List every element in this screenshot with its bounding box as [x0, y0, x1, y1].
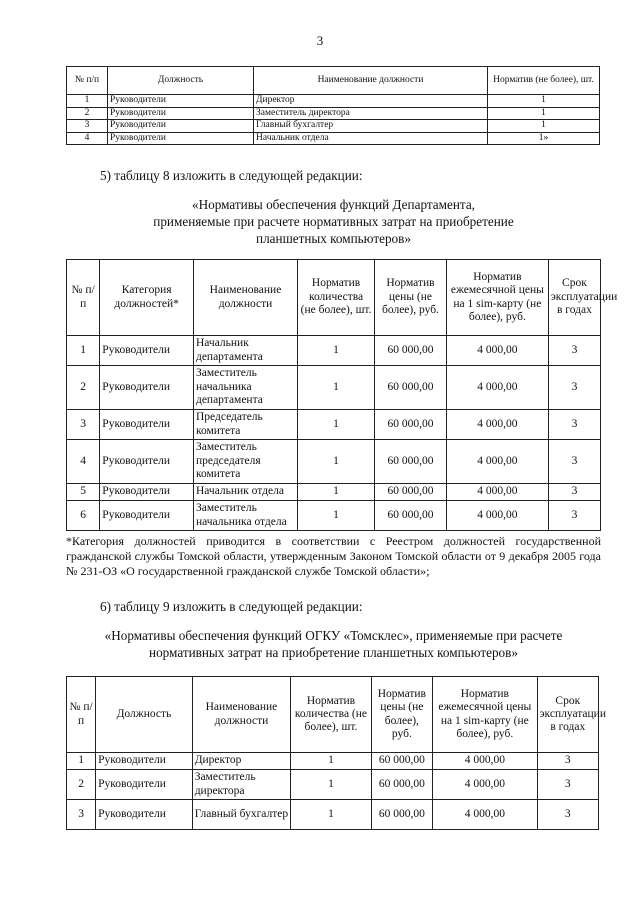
cell: 1 [488, 95, 600, 108]
cell: Руководители [100, 336, 194, 366]
cell: 60 000,00 [371, 753, 432, 770]
cell: 4 000,00 [433, 800, 538, 830]
cell: 3 [548, 484, 600, 501]
cell: 2 [67, 107, 108, 120]
cell: Руководители [96, 770, 193, 800]
cell: Начальник отдела [254, 132, 488, 145]
cell: 1 [298, 410, 375, 440]
table-8-title [66, 196, 601, 247]
cell: 1 [67, 95, 108, 108]
cell: 3 [548, 366, 600, 410]
cell: Заместитель начальника отдела [193, 501, 297, 531]
column-header: Должность [96, 677, 193, 753]
cell: 5 [67, 484, 100, 501]
table-7 [66, 66, 600, 145]
table-row [67, 800, 599, 830]
cell: 60 000,00 [371, 770, 432, 800]
cell: 4 [67, 132, 108, 145]
cell: Руководители [100, 501, 194, 531]
table-row [67, 501, 601, 531]
cell: 1 [291, 770, 371, 800]
cell: 60 000,00 [375, 501, 447, 531]
title-line: планшетных компьютеров» [256, 231, 411, 246]
cell: 3 [548, 440, 600, 484]
cell: 4 000,00 [446, 440, 548, 484]
cell: Руководители [100, 410, 194, 440]
table-row [67, 336, 601, 366]
column-header: Норматив количества (не более), шт. [298, 260, 375, 336]
cell: Руководители [100, 366, 194, 410]
table-row [67, 95, 600, 108]
cell: 1 [67, 753, 96, 770]
cell: Руководители [96, 753, 193, 770]
cell: 4 [67, 440, 100, 484]
cell: 60 000,00 [375, 440, 447, 484]
cell: 3 [537, 800, 598, 830]
column-header: Норматив количества (не более), шт. [291, 677, 371, 753]
cell: 3 [548, 501, 600, 531]
cell: 4 000,00 [446, 484, 548, 501]
title-line: применяемые при расчете нормативных затрат на приобретение [153, 214, 514, 229]
cell: 4 000,00 [446, 410, 548, 440]
table-row [67, 132, 600, 145]
cell: 60 000,00 [371, 800, 432, 830]
table-9-title [66, 627, 601, 661]
cell: Заместитель директора [254, 107, 488, 120]
cell: 3 [537, 753, 598, 770]
column-header: Норматив (не более), шт. [488, 67, 600, 95]
cell: 3 [548, 336, 600, 366]
cell: 1 [298, 336, 375, 366]
table-row [67, 770, 599, 800]
cell: 1 [298, 440, 375, 484]
cell: Заместитель председателя комитета [193, 440, 297, 484]
cell: Руководители [96, 800, 193, 830]
table-row [67, 440, 601, 484]
cell: 60 000,00 [375, 366, 447, 410]
table-row [67, 484, 601, 501]
column-header: Норматив ежемесячной цены на 1 sim-карту (не более), руб. [446, 260, 548, 336]
title-line: нормативных затрат на приобретение планшетных компьютеров» [149, 645, 518, 660]
cell: 3 [548, 410, 600, 440]
item-6-text: 6) таблицу 9 изложить в следующей редакции: [100, 599, 363, 614]
title-line: «Нормативы обеспечения функций Департамента, [192, 197, 475, 212]
column-header: Категория должностей* [100, 260, 194, 336]
table-8 [66, 259, 618, 531]
cell: Председатель комитета [193, 410, 297, 440]
column-header: № п/п [67, 260, 100, 336]
cell: 1 [298, 484, 375, 501]
cell: 1 [488, 107, 600, 120]
column-header: Норматив цены (не более), руб. [371, 677, 432, 753]
cell: 60 000,00 [375, 410, 447, 440]
column-header: Должность [108, 67, 254, 95]
cell: Заместитель директора [192, 770, 291, 800]
title-line: «Нормативы обеспечения функций ОГКУ «Томсклес», применяемые при расчете [104, 628, 563, 643]
cell: 3 [67, 410, 100, 440]
cell: Главный бухгалтер [254, 120, 488, 133]
cell: Директор [192, 753, 291, 770]
cell: Руководители [108, 132, 254, 145]
cell: 4 000,00 [433, 770, 538, 800]
table-9 [66, 676, 606, 830]
cell: 1 [67, 336, 100, 366]
table-row [67, 410, 601, 440]
column-header: Норматив ежемесячной цены на 1 sim-карту (не более), руб. [433, 677, 538, 753]
cell: 6 [67, 501, 100, 531]
cell: 3 [67, 120, 108, 133]
column-header: Срок эксплуатации в годах [548, 260, 600, 336]
cell: 60 000,00 [375, 484, 447, 501]
footnote: *Категория должностей приводится в соответствии с Реестром должностей государственной гражданской службы Томской области, утвержденным Законом Томской области от 9 декабря 2005 года № 231-ОЗ «О государственной гражданской службе Томской области»; [66, 534, 601, 578]
column-header: Срок эксплуатации в годах [537, 677, 598, 753]
cell: Руководители [108, 95, 254, 108]
cell: 4 000,00 [446, 501, 548, 531]
cell: Начальник департамента [193, 336, 297, 366]
cell: Руководители [100, 484, 194, 501]
item-5-text: 5) таблицу 8 изложить в следующей редакции: [100, 168, 363, 183]
cell: Руководители [108, 120, 254, 133]
cell: 60 000,00 [375, 336, 447, 366]
cell: 4 000,00 [446, 336, 548, 366]
cell: Заместитель начальника департамента [193, 366, 297, 410]
cell: Главный бухгалтер [192, 800, 291, 830]
cell: 3 [67, 800, 96, 830]
cell: 1 [298, 366, 375, 410]
cell: 1 [298, 501, 375, 531]
cell: Руководители [100, 440, 194, 484]
cell: 2 [67, 770, 96, 800]
page-number: 3 [316, 33, 324, 48]
cell: 1» [488, 132, 600, 145]
cell: Начальник отдела [193, 484, 297, 501]
cell: 1 [291, 800, 371, 830]
cell: 4 000,00 [433, 753, 538, 770]
column-header: Наименование должности [193, 260, 297, 336]
column-header: № п/п [67, 67, 108, 95]
table-row [67, 753, 599, 770]
cell: Директор [254, 95, 488, 108]
cell: Руководители [108, 107, 254, 120]
column-header: Наименование должности [192, 677, 291, 753]
cell: 1 [291, 753, 371, 770]
table-row [67, 120, 600, 133]
table-row [67, 107, 600, 120]
cell: 1 [488, 120, 600, 133]
table-row [67, 366, 601, 410]
column-header: № п/п [67, 677, 96, 753]
cell: 4 000,00 [446, 366, 548, 410]
cell: 3 [537, 770, 598, 800]
cell: 2 [67, 366, 100, 410]
column-header: Наименование должности [254, 67, 488, 95]
column-header: Норматив цены (не более), руб. [375, 260, 447, 336]
